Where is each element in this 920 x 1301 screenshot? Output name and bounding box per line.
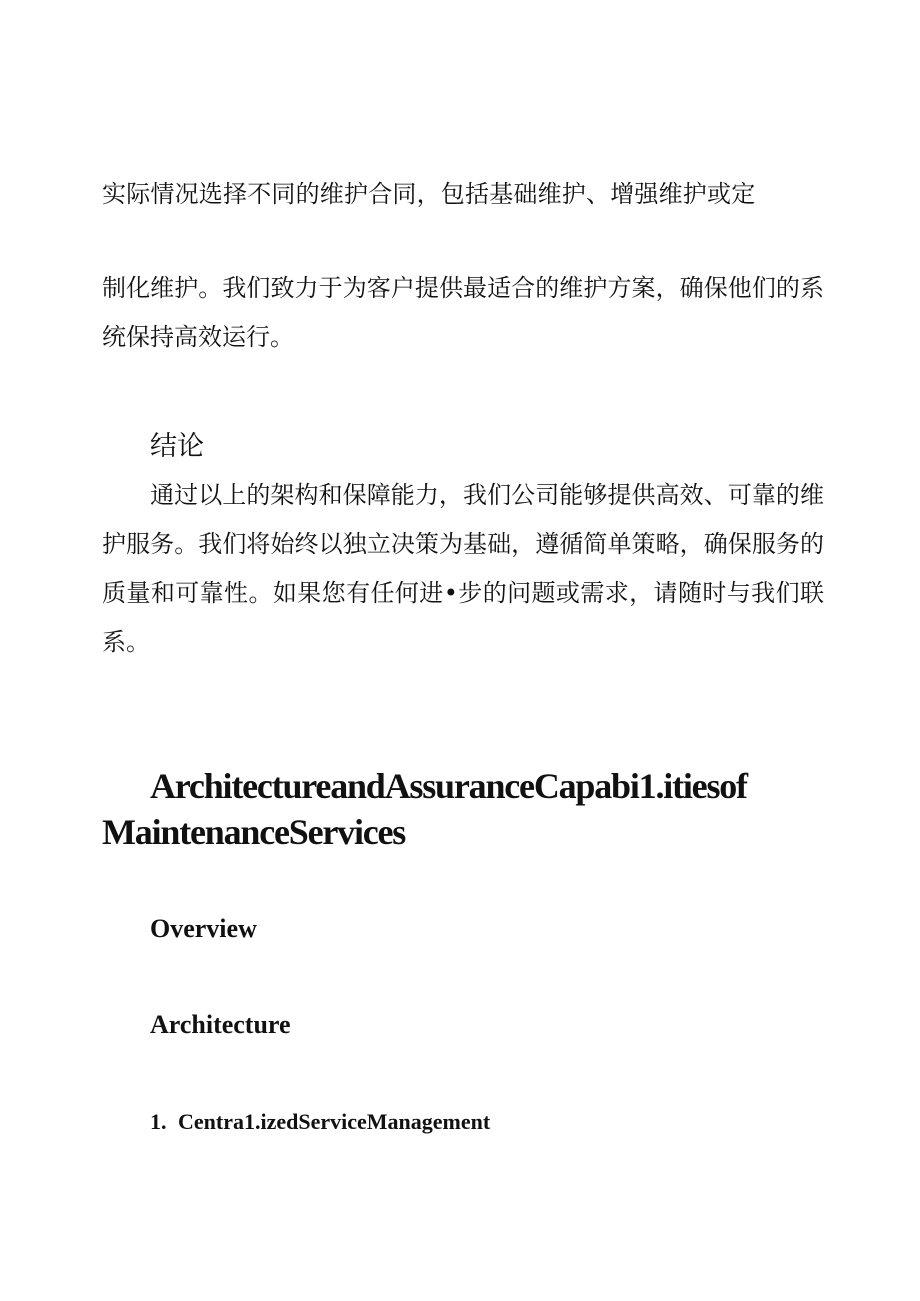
conclusion-text: 通过以上的架构和保障能力，我们公司能够提供高效、可靠的维护服务。我们将始终以独立决策为基础，遵循简单策略，确保服务的质量和可靠性。如果您有任何进•步的问题或需求，请随时与我们联系。 (102, 481, 824, 656)
paragraph-line: 实际情况选择不同的维护合同，包括基础维护、增强维护或定 (102, 180, 756, 208)
paragraph: 制化维护。我们致力于为客户提供最适合的维护方案，确保他们的系统保持高效运行。 (102, 274, 824, 351)
title-line-2: MaintenanceServices (102, 812, 406, 852)
overview-heading: Overview (150, 914, 257, 943)
list-item-number: 1. (150, 1109, 167, 1134)
conclusion-heading: 结论 (150, 431, 204, 462)
conclusion-paragraph (102, 471, 824, 667)
title-line-1: ArchitectureandAssuranceCapabi1.itiesof (150, 766, 747, 806)
list-item-label: Centra1.izedServiceManagement (178, 1109, 491, 1134)
english-title (102, 763, 822, 855)
architecture-heading: Architecture (150, 1010, 291, 1039)
list-item-1 (150, 1109, 490, 1135)
